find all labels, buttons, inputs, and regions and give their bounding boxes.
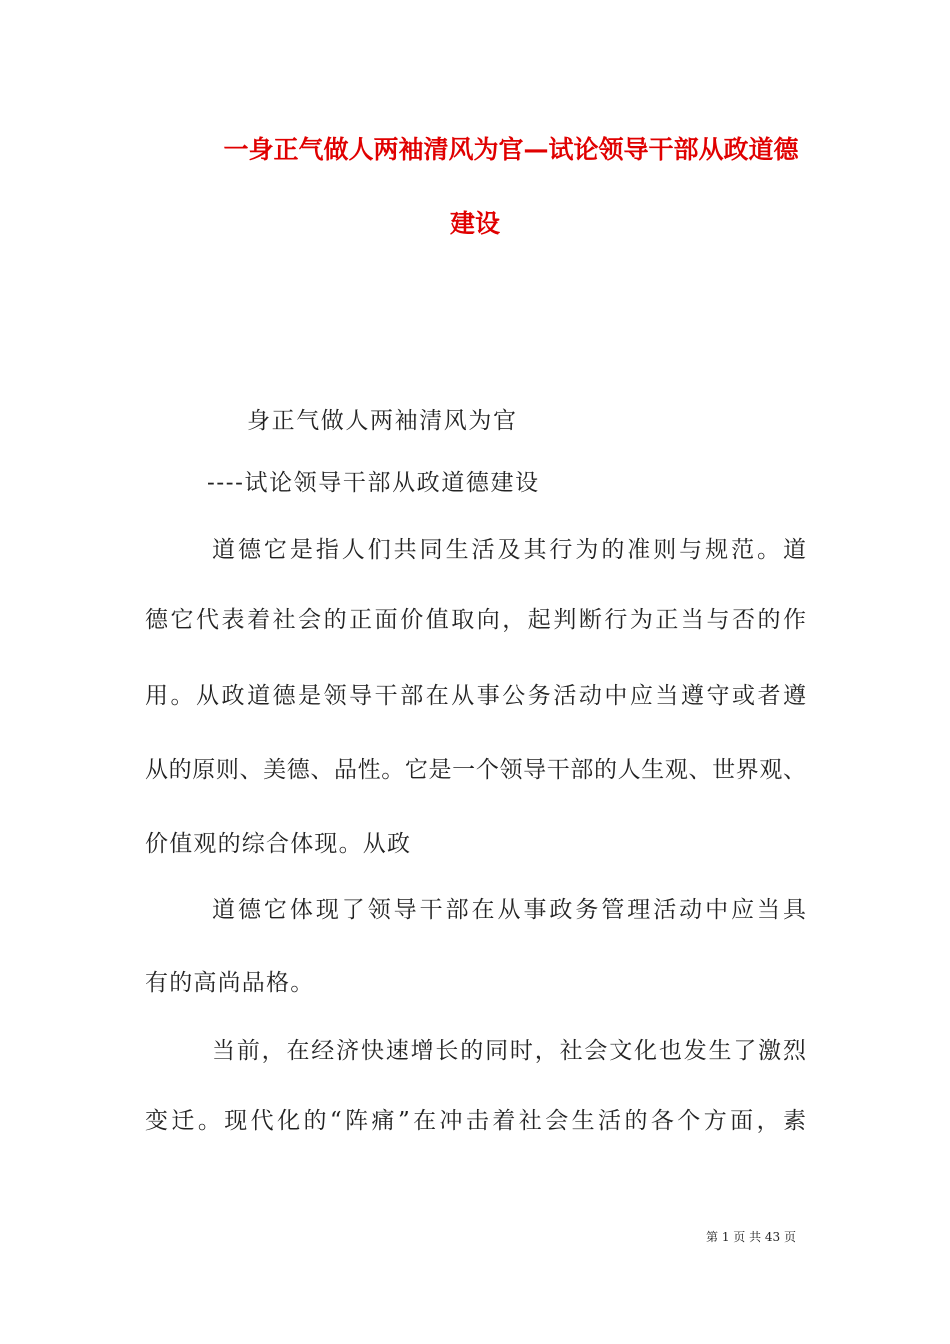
page-number: 第 1 页 共 43 页	[706, 1230, 796, 1244]
paragraph-line: 用。从政道德是领导干部在从事公务活动中应当遵守或者遵	[145, 683, 806, 709]
title-line-2: 建设	[449, 209, 500, 238]
paragraph-line: 从的原则、美德、品性。它是一个领导干部的人生观、世界观、	[145, 757, 806, 783]
paragraph-line: 道德它是指人们共同生活及其行为的准则与规范。道	[212, 537, 806, 563]
paragraph-line: 变迁。现代化的“阵痛”在冲击着社会生活的各个方面，素	[145, 1108, 806, 1134]
subtitle-line: 身正气做人两袖清风为官	[247, 408, 518, 434]
paragraph-line: 价值观的综合体现。从政	[145, 831, 412, 857]
subtitle-dash-line: ----试论领导干部从政道德建设	[207, 470, 540, 496]
paragraph-line: 有的高尚品格。	[145, 970, 315, 996]
paragraph-line: 当前，在经济快速增长的同时，社会文化也发生了激烈	[212, 1038, 806, 1064]
paragraph-line: 德它代表着社会的正面价值取向，起判断行为正当与否的作	[145, 607, 806, 633]
paragraph-line: 道德它体现了领导干部在从事政务管理活动中应当具	[212, 897, 806, 923]
title-line-1: 一身正气做人两袖清风为官—试论领导干部从政道德	[223, 135, 799, 164]
